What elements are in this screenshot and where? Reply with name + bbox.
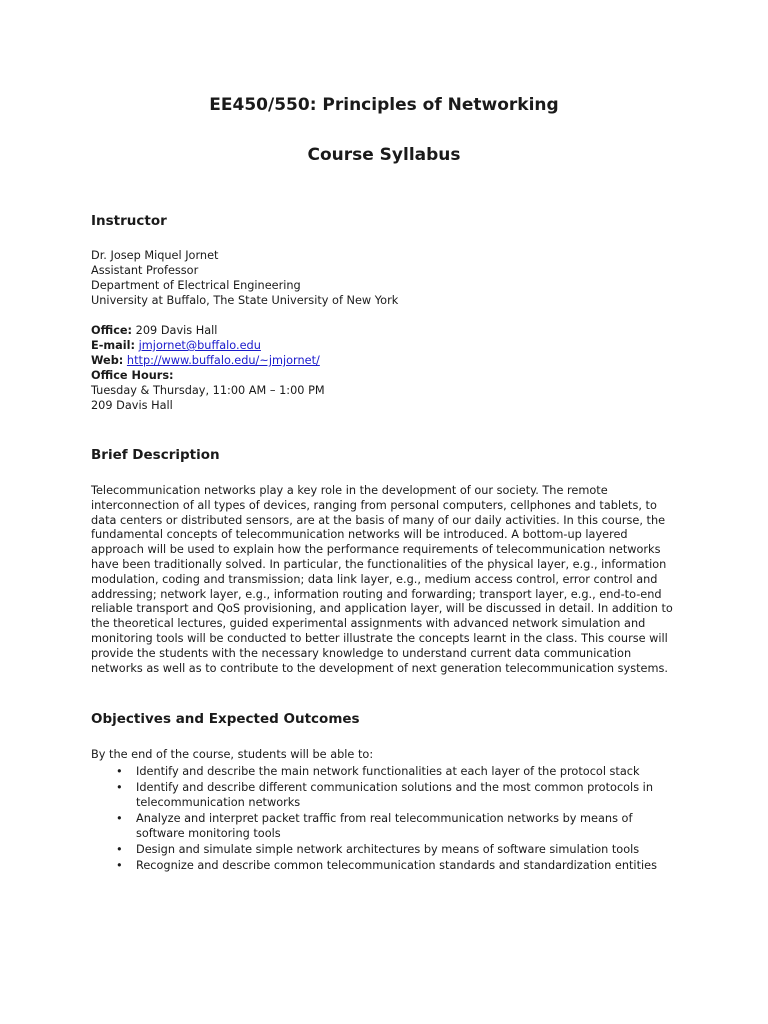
- bullet-icon: •: [116, 781, 123, 794]
- objective-item: [91, 811, 691, 841]
- instructor-department: Department of Electrical Engineering: [91, 279, 301, 292]
- description-line: networks as well as to contribute to the development of next generation telecommunication systems.: [91, 661, 668, 675]
- office-hours-place: 209 Davis Hall: [91, 399, 173, 412]
- description-line: have been traditionally solved. In particular, the functionalities of the physical layer, e.g., information: [91, 557, 667, 571]
- office-row: [91, 323, 217, 338]
- web-link[interactable]: http://www.buffalo.edu/~jmjornet/: [126, 354, 320, 367]
- objective-text: Identify and describe different communication solutions and the most common protocols in: [136, 781, 653, 794]
- description-line: interconnection of all types of devices, ranging from personal computers, cellphones and tablets, to: [91, 498, 657, 512]
- bullet-icon: •: [116, 843, 123, 856]
- email-row: [91, 338, 261, 353]
- objectives-intro: By the end of the course, students will be able to:: [91, 748, 374, 761]
- objectives-heading: Objectives and Expected Outcomes: [91, 711, 360, 727]
- description-line: Telecommunication networks play a key role in the development of our society. The remote: [91, 484, 608, 497]
- instructor-university: University at Buffalo, The State University of New York: [91, 294, 399, 307]
- objective-text: Design and simulate simple network architectures by means of software simulation tools: [136, 843, 640, 856]
- office-hours-label: Office Hours:: [91, 369, 174, 382]
- description-line: provide the students with the necessary knowledge to understand current data communication: [91, 646, 632, 660]
- email-link[interactable]: jmjornet@buffalo.edu: [138, 339, 261, 352]
- objective-text: Identify and describe the main network functionalities at each layer of the protocol stack: [136, 765, 640, 778]
- objective-text: software monitoring tools: [136, 827, 281, 840]
- instructor-position: Assistant Professor: [91, 264, 199, 277]
- office-hours-time: Tuesday & Thursday, 11:00 AM – 1:00 PM: [91, 384, 325, 397]
- office-label: Office:: [91, 324, 133, 337]
- document-title: EE450/550: Principles of Networking: [209, 95, 559, 115]
- instructor-heading: Instructor: [91, 213, 167, 229]
- objectives-list: [91, 764, 691, 874]
- objective-text: Recognize and describe common telecommunication standards and standardization entities: [136, 859, 657, 872]
- objective-item: [91, 858, 691, 873]
- description-line: monitoring tools will be conducted to better illustrate the concepts learnt in the class. This course will: [91, 631, 668, 645]
- web-label: Web:: [91, 354, 124, 367]
- description-line: modulation, coding and transmission; data link layer, e.g., medium access control, error control and: [91, 572, 658, 586]
- office-value: 209 Davis Hall: [132, 324, 218, 337]
- description-line: the theoretical lectures, guided experimental assignments with advanced network simulation and: [91, 617, 646, 631]
- objective-text: Analyze and interpret packet traffic from real telecommunication networks by means of: [136, 812, 633, 825]
- bullet-icon: •: [116, 812, 123, 825]
- bullet-icon: •: [116, 765, 123, 778]
- objective-item: [91, 842, 691, 857]
- description-line: addressing; network layer, e.g., information routing and forwarding; transport layer, e.g., end-to-end: [91, 587, 662, 601]
- email-label: E-mail:: [91, 339, 136, 352]
- description-line: approach will be used to explain how the performance requirements of telecommunication networks: [91, 543, 661, 557]
- description-line: reliable transport and QoS provisioning, and application layer, will be discussed in detail. In addition to: [91, 602, 673, 616]
- description-line: fundamental concepts of telecommunication networks will be introduced. A bottom-up layered: [91, 528, 628, 542]
- bullet-icon: •: [116, 859, 123, 872]
- objective-text: telecommunication networks: [136, 796, 301, 809]
- description-paragraph: [91, 484, 673, 676]
- description-line: data centers or distributed sensors, are at the basis of many of our daily activities. In this course, the: [91, 513, 666, 527]
- instructor-name: Dr. Josep Miquel Jornet: [91, 249, 219, 262]
- web-row: [91, 353, 320, 368]
- document-subtitle: Course Syllabus: [307, 145, 461, 165]
- objective-item: [91, 780, 691, 810]
- objective-item: [91, 764, 691, 779]
- description-heading: Brief Description: [91, 447, 220, 463]
